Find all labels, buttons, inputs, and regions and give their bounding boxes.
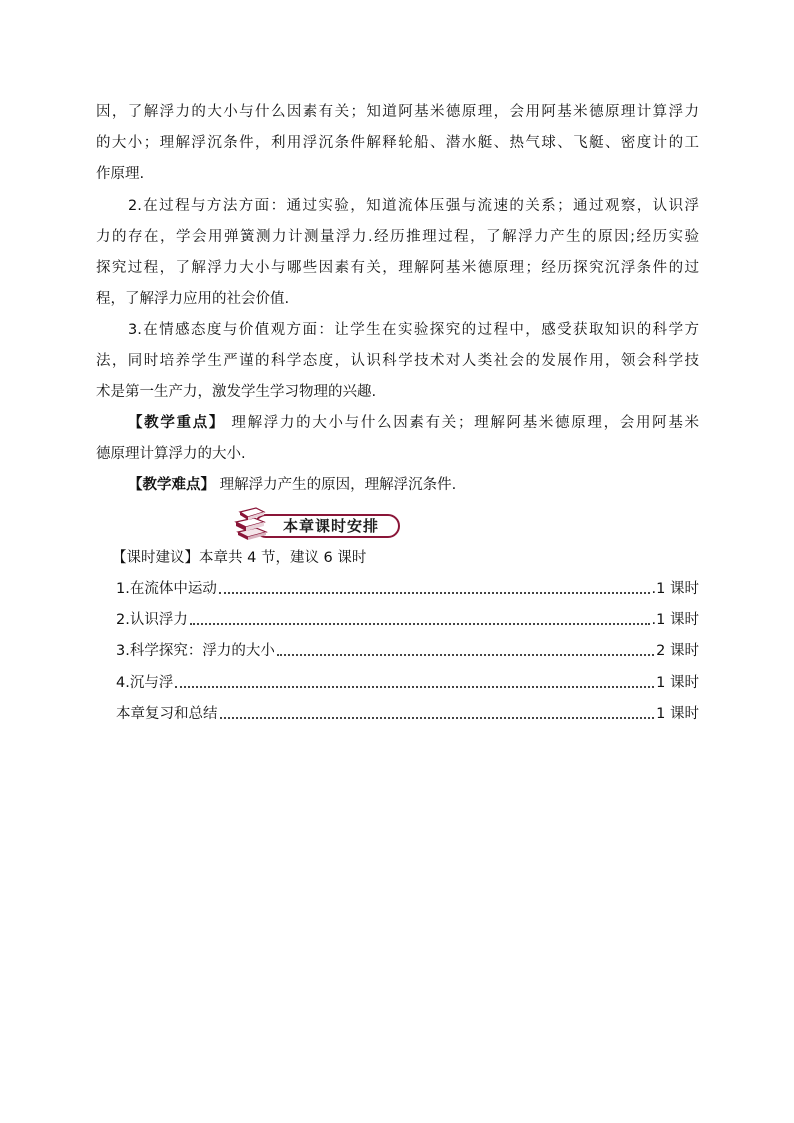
dot-leader	[219, 592, 650, 594]
schedule-item	[116, 610, 699, 630]
difficult-points-text: 理解浮力产生的原因，理解浮沉条件.	[219, 477, 457, 493]
paragraph-line: 的大小；理解浮沉条件，利用浮沉条件解释轮船、潜水艇、热气球、飞艇、密度计的工	[96, 135, 699, 151]
schedule-item-title: 4.沉与浮	[116, 675, 174, 691]
difficult-points-line	[128, 475, 699, 495]
schedule-item-title: 1.在流体中运动	[116, 581, 217, 597]
paragraph-line: 3.在情感态度与价值观方面：让学生在实验探究的过程中，感受获取知识的科学方	[128, 322, 699, 338]
schedule-item-title: 3.科学探究：浮力的大小	[116, 643, 275, 659]
schedule-item	[116, 641, 699, 661]
difficult-points-label: 【教学难点】	[128, 477, 215, 493]
paragraph-line: 法，同时培养学生严谨的科学态度，认识科学技术对人类社会的发展作用，领会科学技	[96, 353, 699, 369]
dot-leader	[220, 717, 655, 719]
schedule-item-hours: 1 课时	[656, 675, 699, 691]
paragraph-line: 因，了解浮力的大小与什么因素有关；知道阿基米德原理，会用阿基米德原理计算浮力	[96, 104, 699, 120]
schedule-summary-line	[112, 548, 699, 568]
schedule-item	[116, 673, 699, 693]
key-points-line: 德原理计算浮力的大小.	[96, 446, 246, 462]
schedule-item-hours: .1 课时	[651, 612, 699, 628]
paragraph-line: 作原理.	[96, 166, 145, 182]
paragraph-line: 术是第一生产力，激发学生学习物理的兴趣.	[96, 384, 377, 400]
dot-leader	[277, 654, 654, 656]
schedule-item	[116, 704, 699, 724]
schedule-item-hours: .1 课时	[651, 581, 699, 597]
book-stack-icon	[232, 506, 272, 542]
key-points-line	[128, 413, 699, 433]
section-banner	[232, 506, 404, 542]
schedule-label: 【课时建议】	[112, 550, 199, 566]
schedule-item-hours: 1 课时	[656, 706, 699, 722]
dot-leader	[190, 623, 650, 625]
schedule-item-title: 2.认识浮力	[116, 612, 188, 628]
schedule-item	[116, 579, 699, 599]
key-points-text: 理解浮力的大小与什么因素有关；理解阿基米德原理，会用阿基米	[231, 415, 700, 431]
schedule-item-title: 本章复习和总结	[116, 706, 218, 722]
banner-title: 本章课时安排	[282, 517, 379, 535]
paragraph-line: 探究过程，了解浮力大小与哪些因素有关，理解阿基米德原理；经历探究沉浮条件的过	[96, 260, 699, 276]
paragraph-line: 程，了解浮力应用的社会价值.	[96, 291, 290, 307]
schedule-item-hours: 2 课时	[656, 643, 699, 659]
paragraph-line: 2.在过程与方法方面：通过实验，知道流体压强与流速的关系；通过观察，认识浮	[128, 198, 699, 214]
key-points-label: 【教学重点】	[128, 415, 226, 431]
dot-leader	[175, 686, 654, 688]
schedule-summary: 本章共 4 节，建议 6 课时	[199, 550, 367, 566]
paragraph-line: 力的存在，学会用弹簧测力计测量浮力.经历推理过程，了解浮力产生的原因;经历实验	[96, 229, 699, 245]
